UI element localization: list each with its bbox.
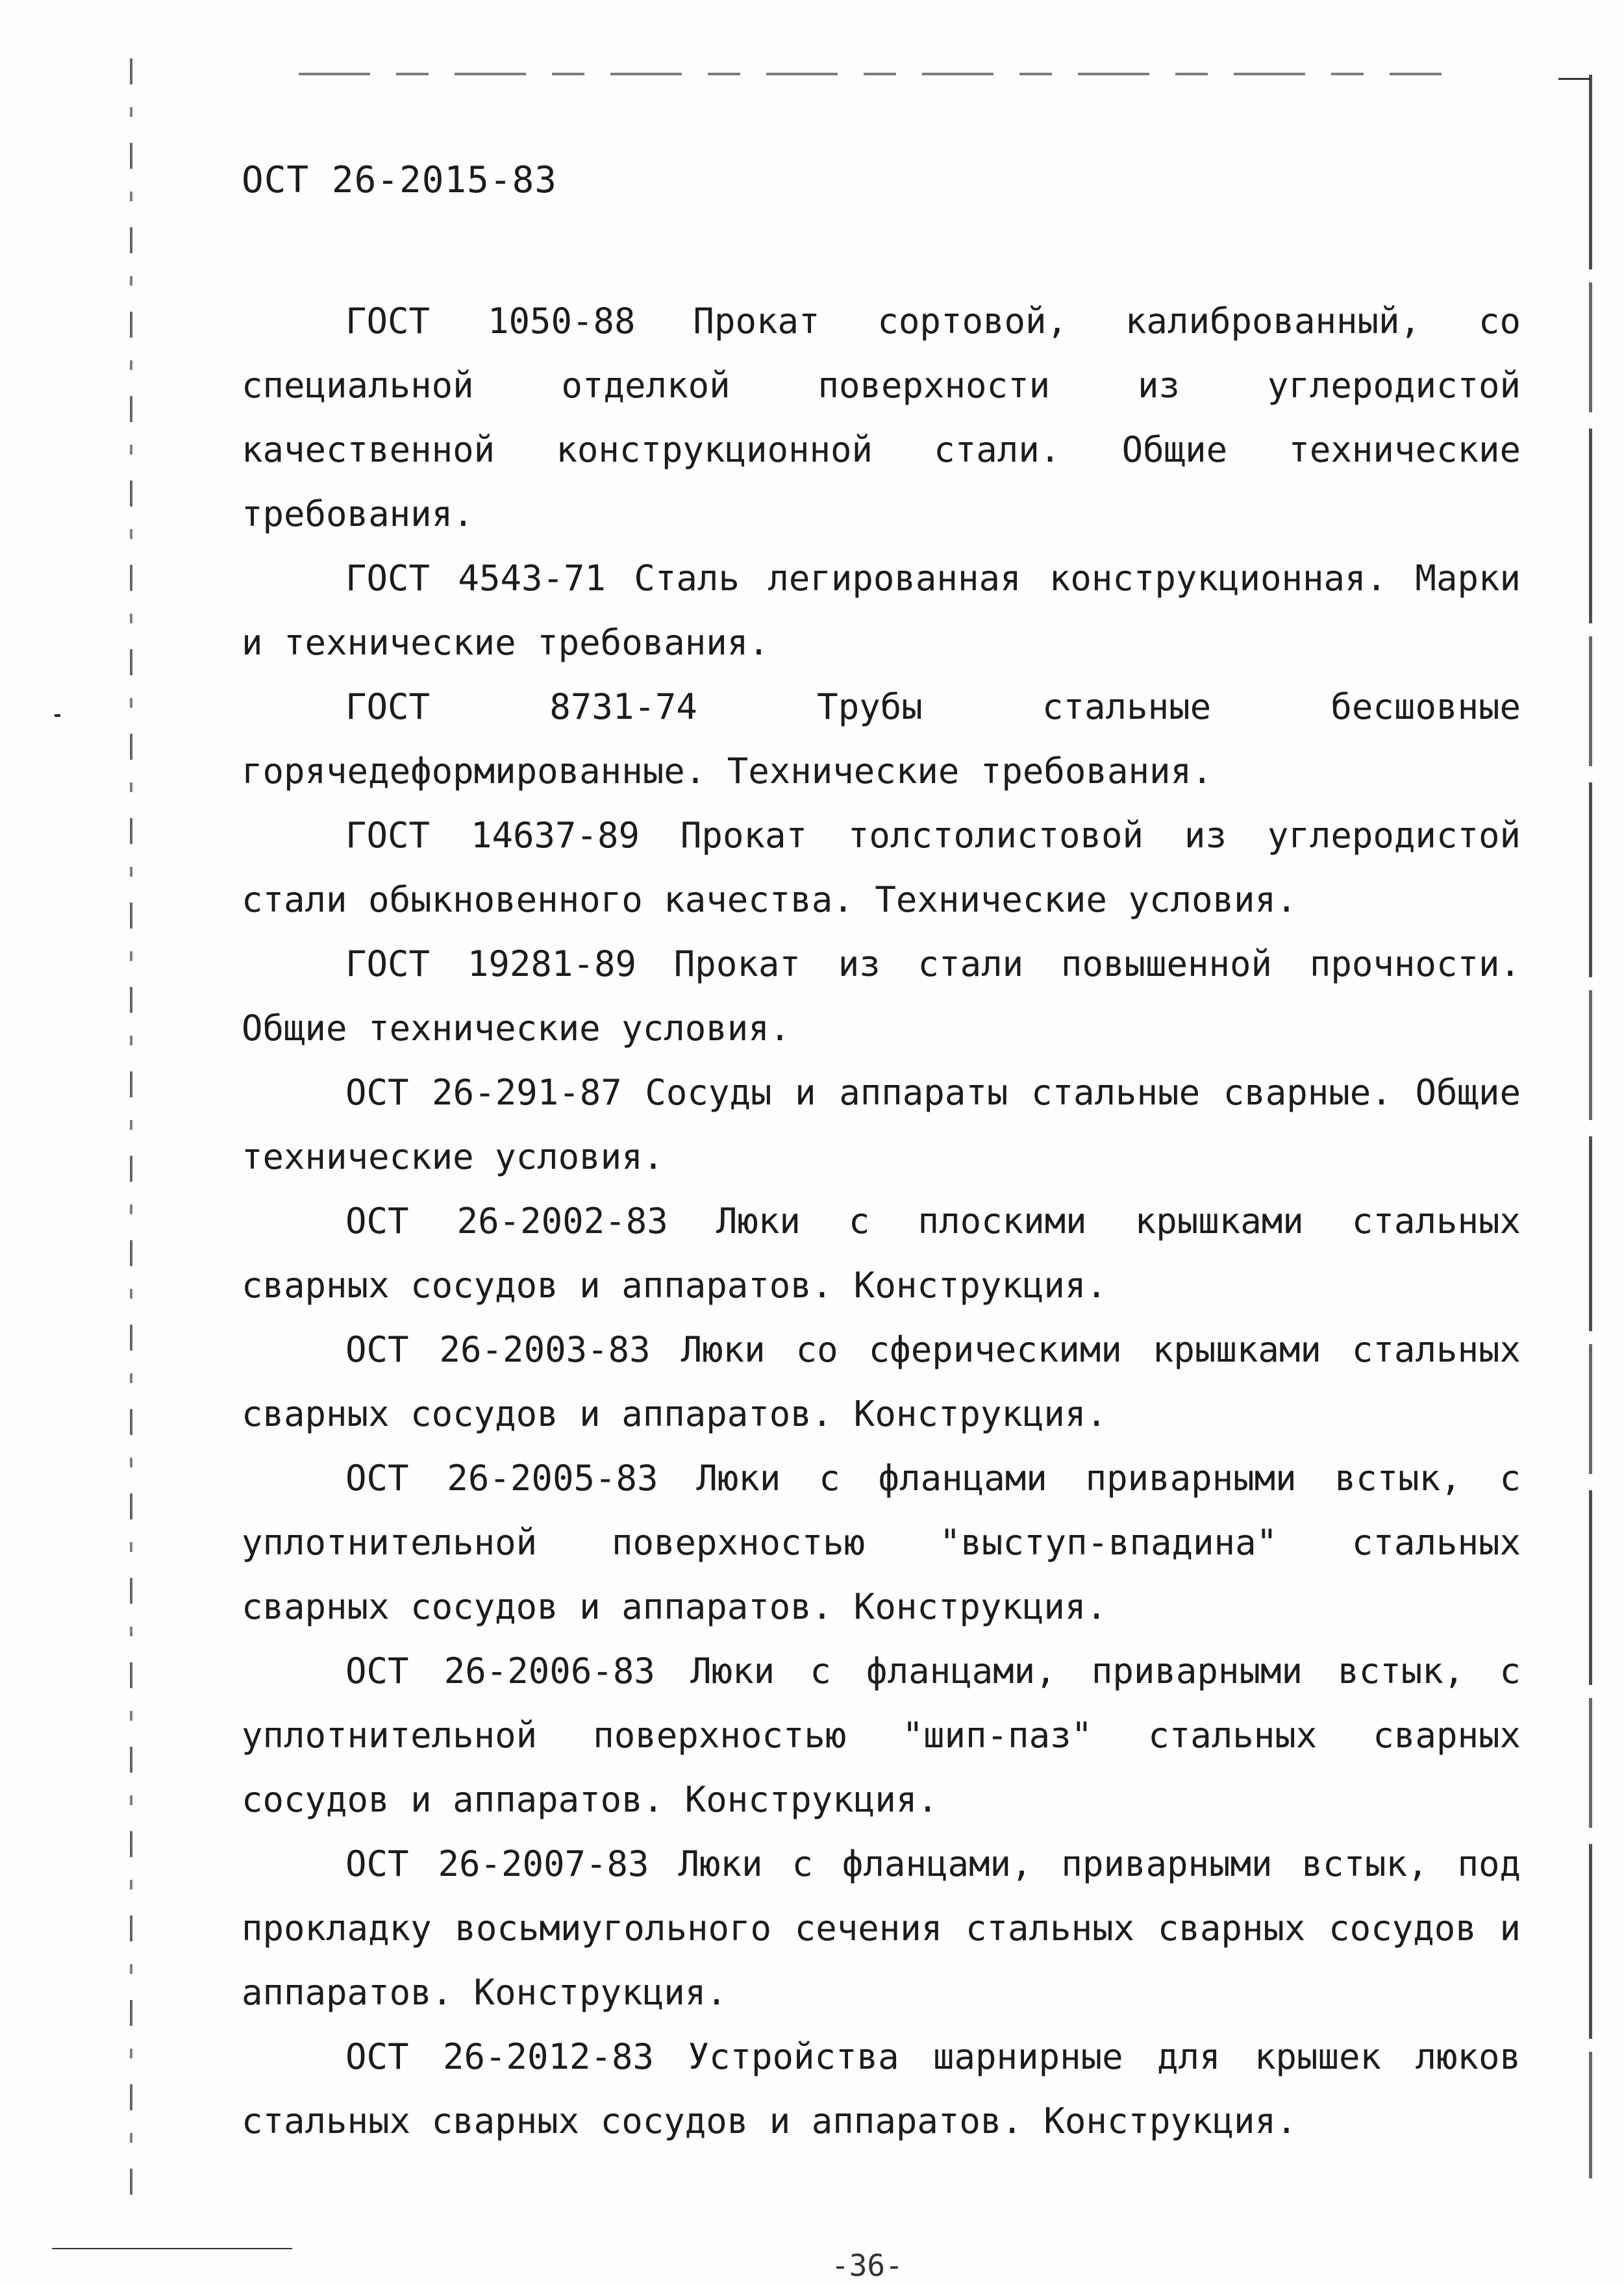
document-code: ОСТ 26-2015-83 [242, 159, 558, 201]
reference-entry: ГОСТ 4543-71 Сталь легированная конструкционная. Марки и технические требования. [242, 558, 1521, 663]
reference-entry: ГОСТ 8731-74 Трубы стальные бесшовные горячедеформированные. Технические требования. [242, 686, 1521, 792]
scan-right-edge [1589, 75, 1592, 2178]
reference-entry: ОСТ 26-2003-83 Люки со сферическими крышками стальных сварных сосудов и аппаратов. Конструкция. [242, 1329, 1521, 1434]
reference-entry: ОСТ 26-2007-83 Люки с фланцами, приварными встык, под прокладку восьмиугольного сечения стальных сварных сосудов и аппаратов. Конструкция. [242, 1843, 1521, 2013]
scan-top-dash [299, 73, 1442, 75]
reference-entry: ОСТ 26-2005-83 Люки с фланцами приварными встык, с уплотнительной поверхностью "выступ-впадина" стальных сварных сосудов и аппаратов. Конструкция. [242, 1458, 1521, 1627]
reference-entry: ГОСТ 14637-89 Прокат толстолистовой из углеродистой стали обыкновенного качества. Технические условия. [242, 815, 1521, 920]
scan-left-edge [130, 58, 132, 2208]
reference-entry: ОСТ 26-2006-83 Люки с фланцами, приварными встык, с уплотнительной поверхностью "шип-паз" стальных сварных сосудов и аппаратов. Конструкция. [242, 1651, 1521, 1820]
scan-top-right-mark [1558, 78, 1591, 80]
reference-entry: ГОСТ 19281-89 Прокат из стали повышенной прочности. Общие технические условия. [242, 943, 1521, 1049]
scan-bottom-line [52, 2248, 292, 2249]
reference-entry: ОСТ 26-291-87 Сосуды и аппараты стальные сварные. Общие технические условия. [242, 1072, 1521, 1177]
reference-entry: ГОСТ 1050-88 Прокат сортовой, калиброванный, со специальной отделкой поверхности из углеродистой качественной конструкционной стали. Общие технические требования. [242, 301, 1521, 534]
reference-entry: ОСТ 26-2012-83 Устройства шарнирные для крышек люков стальных сварных сосудов и аппаратов. Конструкция. [242, 2036, 1521, 2141]
reference-entry: ОСТ 26-2002-83 Люки с плоскими крышками стальных сварных сосудов и аппаратов. Конструкция. [242, 1201, 1521, 1306]
page-number: -36- [831, 2248, 903, 2283]
scan-speck [55, 714, 60, 717]
reference-list [242, 289, 1521, 2153]
